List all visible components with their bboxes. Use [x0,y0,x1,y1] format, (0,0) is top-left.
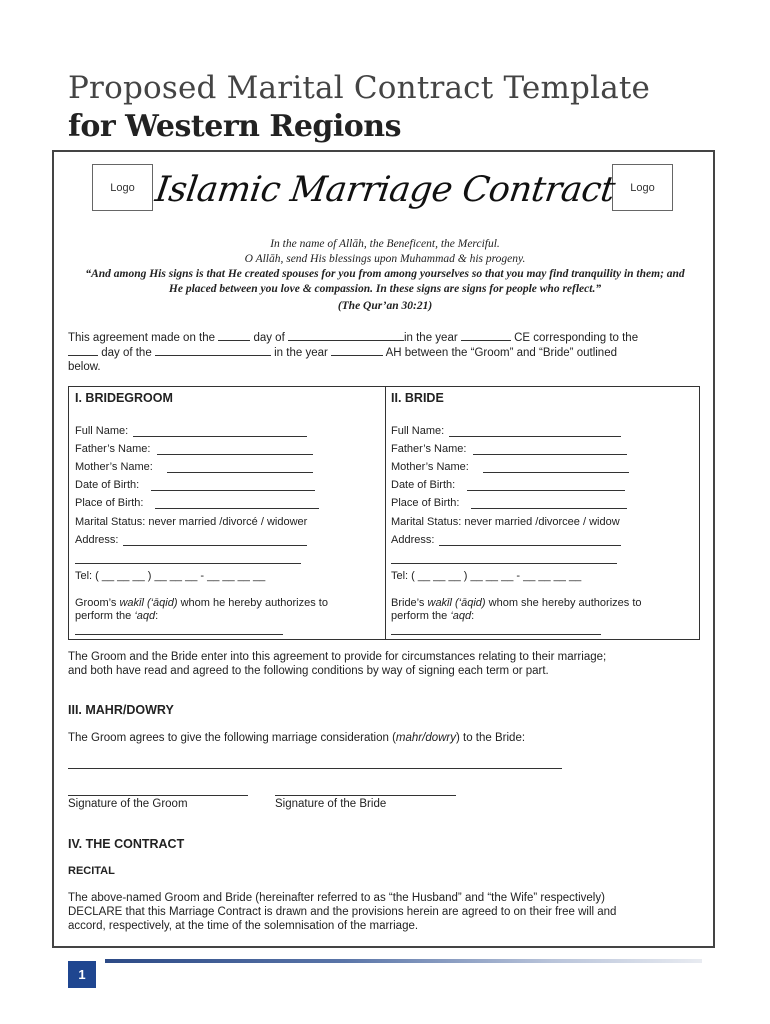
intro-line1: The Groom and the Bride enter into this agreement to provide for circumstances relating to their marriage; [68,651,607,663]
groom-aqd-term: ‘aqd [134,610,156,622]
groom-dob-label: Date of Birth: [75,479,140,491]
groom-wakil-line2 [75,610,158,622]
agreement-text: day of the [101,347,152,359]
groom-full-name-label: Full Name: [75,425,129,437]
verse-citation [60,299,710,314]
agreement-text: day of [253,332,285,344]
page-subtitle: for Western Regions [68,109,401,144]
bride-wakil-line1 [391,597,642,609]
groom-pob-field[interactable] [155,508,319,509]
bride-aqd-term: ‘aqd [450,610,472,622]
groom-wakil-term: wakīl (‘āqid) [119,597,178,609]
bride-heading: II. BRIDE [391,391,444,405]
bride-fathers-name-field[interactable] [473,454,627,455]
invocation-line1: In the name of Allāh, the Beneficent, the Merciful. [270,238,500,250]
groom-address-field-2[interactable] [75,563,301,564]
recital-paragraph [68,891,698,933]
page-title: Proposed Marital Contract Template [68,70,651,106]
bride-dob-label: Date of Birth: [391,479,456,491]
parties-table [68,386,700,640]
bride-wakil-term: wakīl (‘āqid) [427,597,486,609]
recital-heading: RECITAL [68,865,115,877]
verse-citation-text: (The Qur’an 30:21) [337,300,433,312]
intro-line2: and both have read and agreed to the following conditions by way of signing each term or part. [68,665,549,677]
recital-line1: The above-named Groom and Bride (hereinafter referred to as “the Husband” and “the Wife” respectively) [68,892,605,904]
hijri-day-blank[interactable] [68,345,98,356]
bride-address-field[interactable] [439,545,621,546]
verse-line2 [60,282,710,297]
bride-address-label: Address: [391,534,435,546]
mahr-consideration-field[interactable] [68,768,562,769]
bride-mothers-name-field[interactable] [483,472,629,473]
verse-line1-text: “And among His signs is that He created spouses for you from among yourselves so that you may find tranquility in them; and [85,268,685,280]
verse-line1 [60,267,710,282]
groom-heading: I. BRIDEGROOM [75,391,173,405]
day-blank[interactable] [218,330,250,341]
groom-address-field[interactable] [123,545,307,546]
bride-wakil-text: whom she hereby authorizes to [488,597,642,609]
groom-signature-label: Signature of the Groom [68,798,188,810]
hijri-month-blank[interactable] [155,345,271,356]
mahr-text-part: ) to the Bride: [456,732,526,744]
groom-wakil-line1 [75,597,328,609]
bride-tel[interactable]: Tel: ( __ __ __ ) __ __ __ - __ __ __ __ [391,570,582,582]
bride-full-name-label: Full Name: [391,425,445,437]
bride-full-name-field[interactable] [449,436,621,437]
bride-dob-field[interactable] [467,490,625,491]
groom-fathers-name-field[interactable] [157,454,313,455]
verse-line2-text: He placed between you love & compassion. In these signs are signs for people who reflect.” [168,283,602,295]
agreement-text: AH between the “Groom” and “Bride” outlined [385,347,617,359]
bride-pob-label: Place of Birth: [391,497,460,509]
agreement-paragraph [68,330,698,374]
bride-wakil-line2 [391,610,474,622]
groom-wakil-text: perform the [75,610,132,622]
bride-signature-field[interactable] [275,795,456,796]
bride-signature-label: Signature of the Bride [275,798,387,810]
year-ce-blank[interactable] [461,330,511,341]
groom-signature-field[interactable] [68,795,248,796]
mahr-text [68,731,698,745]
groom-fathers-name-label: Father’s Name: [75,443,151,455]
mahr-term: mahr/dowry [395,732,456,744]
groom-address-label: Address: [75,534,119,546]
agreement-text: in the year [403,332,458,344]
groom-wakil-text: whom he hereby authorizes to [180,597,328,609]
bride-wakil-text: perform the [391,610,448,622]
contract-heading: IV. THE CONTRACT [68,837,185,851]
invocation-line2: O Allāh, send His blessings upon Muhammad & his progeny. [244,253,526,265]
bride-mothers-name-label: Mother’s Name: [391,461,469,473]
month-blank[interactable] [288,330,404,341]
contract-title: Islamic Marriage Contract [152,170,618,210]
footer-bar [105,959,702,963]
logo-left: Logo [92,164,153,211]
groom-dob-field[interactable] [151,490,315,491]
recital-line3: accord, respectively, at the time of the solemnisation of the marriage. [68,920,419,932]
bride-column [385,387,701,639]
groom-mothers-name-field[interactable] [167,472,313,473]
groom-wakil-text: Groom’s [75,597,117,609]
bride-wakil-field[interactable] [391,634,601,635]
groom-pob-label: Place of Birth: [75,497,144,509]
bride-fathers-name-label: Father’s Name: [391,443,467,455]
agreement-text: below. [68,361,101,373]
mahr-heading: III. MAHR/DOWRY [68,703,174,717]
agreement-text: CE corresponding to the [514,332,639,344]
mahr-text-part: The Groom agrees to give the following marriage consideration ( [68,732,396,744]
groom-full-name-field[interactable] [133,436,307,437]
groom-wakil-colon: : [155,610,159,622]
intro-paragraph [68,650,698,678]
bride-wakil-text: Bride’s [391,597,425,609]
bride-marital-status[interactable]: Marital Status: never married /divorcee / widow [391,516,620,528]
groom-marital-status[interactable]: Marital Status: never married /divorcé / widower [75,516,308,528]
bride-pob-field[interactable] [471,508,627,509]
agreement-text: This agreement made on the [68,332,216,344]
groom-mothers-name-label: Mother’s Name: [75,461,153,473]
bride-address-field-2[interactable] [391,563,617,564]
bride-wakil-colon: : [471,610,475,622]
year-ah-blank[interactable] [331,345,383,356]
groom-column [69,387,386,639]
agreement-text: in the year [274,347,328,359]
recital-line2: DECLARE that this Marriage Contract is drawn and the provisions herein are agreed to on their free will and [68,906,617,918]
logo-right: Logo [612,164,673,211]
page-number: 1 [68,961,96,988]
groom-tel[interactable]: Tel: ( __ __ __ ) __ __ __ - __ __ __ __ [75,570,266,582]
groom-wakil-field[interactable] [75,634,283,635]
